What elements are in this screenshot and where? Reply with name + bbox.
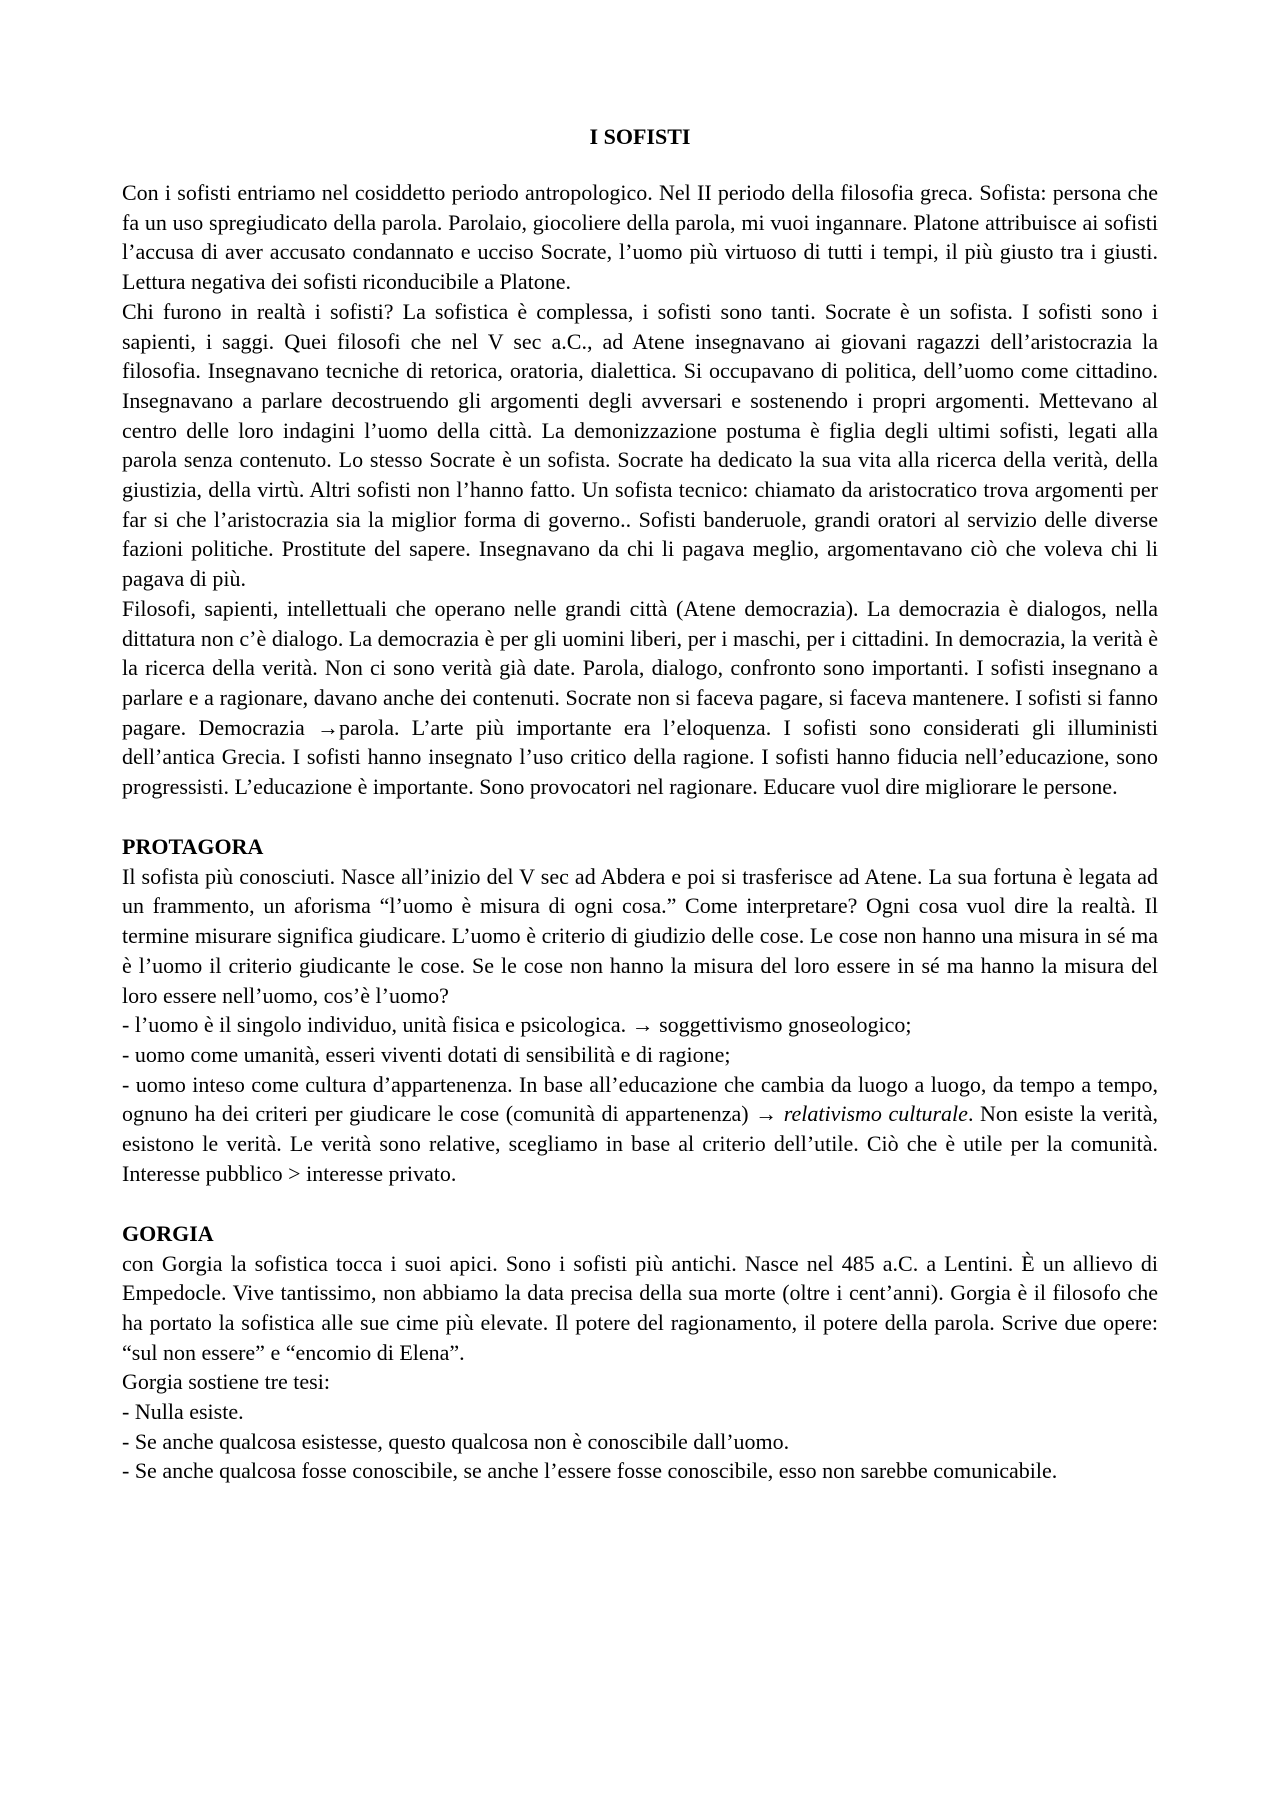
- gorgia-heading: GORGIA: [122, 1220, 214, 1246]
- section-spacer: [122, 802, 1158, 832]
- protagora-point-3-start: - uomo inteso come cultura d’appartenenza. In base all’educazione che cambia da luogo a luogo, da tempo a tempo, ognuno ha dei criteri per giudicare le cose (comunità di appartenenza) →: [122, 1071, 1158, 1127]
- intro-paragraph-3: Filosofi, sapienti, intellettuali che operano nelle grandi città (Atene democrazia). La democrazia è dialogos, nella dittatura non c’è dialogo. La democrazia è per gli uomini liberi, per i maschi, per i cittadini. In democrazia, la verità è la ricerca della verità. Non ci sono verità già date. Parola, dialogo, confronto sono importanti. I sofisti insegnano a parlare e a ragionare, davano anche dei contenuti. Socrate non si faceva pagare, si faceva mantenere. I sofisti si fanno pagare. Democrazia →parola. L’arte più importante era l’eloquenza. I sofisti sono considerati gli illuministi dell’antica Grecia. I sofisti hanno insegnato l’uso critico della ragione. I sofisti hanno fiducia nell’educazione, sono progressisti. L’educazione è importante. Sono provocatori nel ragionare. Educare vuol dire migliorare le persone.: [122, 595, 1158, 800]
- intro-paragraph-1: Con i sofisti entriamo nel cosiddetto periodo antropologico. Nel II periodo della filosofia greca. Sofista: persona che fa un uso spregiudicato della parola. Parolaio, giocoliere della parola, mi vuoi ingannare. Platone attribuisce ai sofisti l’accusa di aver accusato condannato e ucciso Socrate, l’uomo più virtuoso di tutti i tempi, il più giusto tra i giusti. Lettura negativa dei sofisti riconducibile a Platone.: [122, 180, 1158, 295]
- protagora-section: [122, 832, 1158, 1189]
- section-spacer: [122, 1189, 1158, 1219]
- gorgia-thesis-3: - Se anche qualcosa fosse conoscibile, se anche l’essere fosse conoscibile, esso non sarebbe comunicabile.: [122, 1458, 1058, 1484]
- protagora-heading: PROTAGORA: [122, 833, 264, 859]
- intro-section: [122, 178, 1158, 802]
- gorgia-theses-intro: Gorgia sostiene tre tesi:: [122, 1369, 330, 1395]
- gorgia-paragraph: con Gorgia la sofistica tocca i suoi apici. Sono i sofisti più antichi. Nasce nel 485 a.C. a Lentini. È un allievo di Empedocle. Vive tantissimo, non abbiamo la data precisa della sua morte (oltre i cent’anni). Gorgia è il filosofo che ha portato la sofistica alle sue cime più elevate. Il potere del ragionamento, il potere della parola. Scrive due opere: “sul non essere” e “encomio di Elena”.: [122, 1250, 1158, 1365]
- protagora-point-1: - l’uomo è il singolo individuo, unità fisica e psicologica. → soggettivismo gnoseologico;: [122, 1012, 912, 1038]
- gorgia-thesis-1: - Nulla esiste.: [122, 1399, 244, 1425]
- protagora-point-3-end: . Non esiste la verità, esistono le verità. Le verità sono relative, scegliamo in base al criterio dell’utile. Ciò che è utile per la comunità. Interesse pubblico > interesse privato.: [122, 1101, 1158, 1186]
- protagora-paragraph: Il sofista più conosciuti. Nasce all’inizio del V sec ad Abdera e poi si trasferisce ad Atene. La sua fortuna è legata ad un frammento, un aforisma “l’uomo è misura di ogni cosa.” Come interpretare? Ogni cosa vuol dire la realtà. Il termine misurare significa giudicare. L’uomo è criterio di giudizio delle cose. Le cose non hanno una misura in sé ma è l’uomo il criterio giudicante le cose. Se le cose non hanno la misura del loro essere in sé ma hanno la misura del loro essere nell’uomo, cos’è l’uomo?: [122, 863, 1158, 1008]
- protagora-point-3: [122, 1070, 1158, 1189]
- gorgia-thesis-2: - Se anche qualcosa esistesse, questo qualcosa non è conoscibile dall’uomo.: [122, 1428, 790, 1454]
- protagora-point-2: - uomo come umanità, esseri viventi dotati di sensibilità e di ragione;: [122, 1041, 731, 1067]
- page-title: I SOFISTI: [589, 124, 691, 149]
- relativismo-culturale-term: relativismo culturale: [783, 1101, 968, 1127]
- intro-paragraph-2: Chi furono in realtà i sofisti? La sofistica è complessa, i sofisti sono tanti. Socrate è un sofista. I sofisti sono i sapienti, i saggi. Quei filosofi che nel V sec a.C., ad Atene insegnavano ai giovani ragazzi dell’aristocrazia la filosofia. Insegnavano tecniche di retorica, oratoria, dialettica. Si occupavano di politica, dell’uomo come cittadino. Insegnavano a parlare decostruendo gli argomenti degli avversari e sostenendo i propri argomenti. Mettevano al centro delle loro indagini l’uomo della città. La demonizzazione postuma è figlia degli ultimi sofisti, legati alla parola senza contenuto. Lo stesso Socrate è un sofista. Socrate ha dedicato la sua vita alla ricerca della verità, della giustizia, della virtù. Altri sofisti non l’hanno fatto. Un sofista tecnico: chiamato da aristocratico trova argomenti per far si che l’aristocrazia sia la miglior forma di governo.. Sofisti banderuole, grandi oratori al servizio delle diverse fazioni politiche. Prostitute del sapere. Insegnavano da chi li pagava meglio, argomentavano ciò che voleva chi li pagava di più.: [122, 298, 1158, 592]
- gorgia-section: [122, 1219, 1158, 1487]
